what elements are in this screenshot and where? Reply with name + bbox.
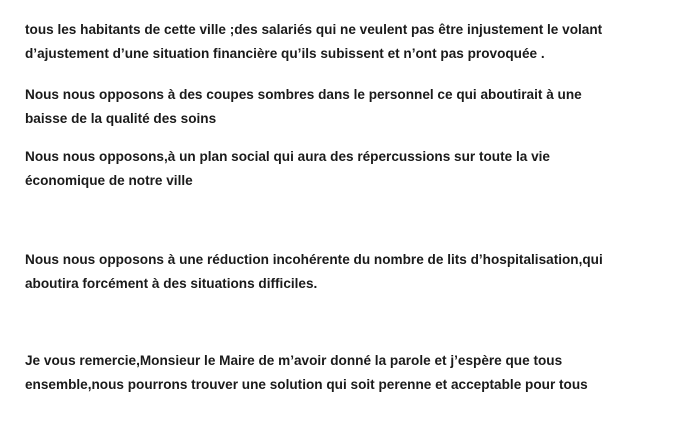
paragraph-bed-reduction [25, 248, 693, 296]
paragraph-line: Nous nous opposons à une réduction incohérente du nombre de lits d’hospitalisation,qui [25, 252, 603, 267]
paragraph-line: Nous nous opposons à des coupes sombres dans le personnel ce qui aboutirait à une [25, 87, 582, 102]
paragraph-line: d’ajustement d’une situation financière qu’ils subissent et n’ont pas provoquée . [25, 46, 545, 61]
paragraph-employees-concern [25, 18, 693, 66]
paragraph-social-plan [25, 145, 693, 193]
paragraph-line: économique de notre ville [25, 173, 193, 188]
paragraph-staff-cuts [25, 83, 693, 131]
paragraph-closing-thanks [25, 349, 693, 397]
paragraph-line: tous les habitants de cette ville ;des salariés qui ne veulent pas être injustement le volant [25, 22, 603, 37]
paragraph-line: Nous nous opposons,à un plan social qui aura des répercussions sur toute la vie [25, 149, 550, 164]
paragraph-line: baisse de la qualité des soins [25, 111, 217, 126]
paragraph-line: aboutira forcément à des situations difficiles. [25, 276, 318, 291]
paragraph-line: ensemble,nous pourrons trouver une solution qui soit perenne et acceptable pour tous [25, 377, 588, 392]
paragraph-line: Je vous remercie,Monsieur le Maire de m’avoir donné la parole et j’espère que tous [25, 353, 563, 368]
